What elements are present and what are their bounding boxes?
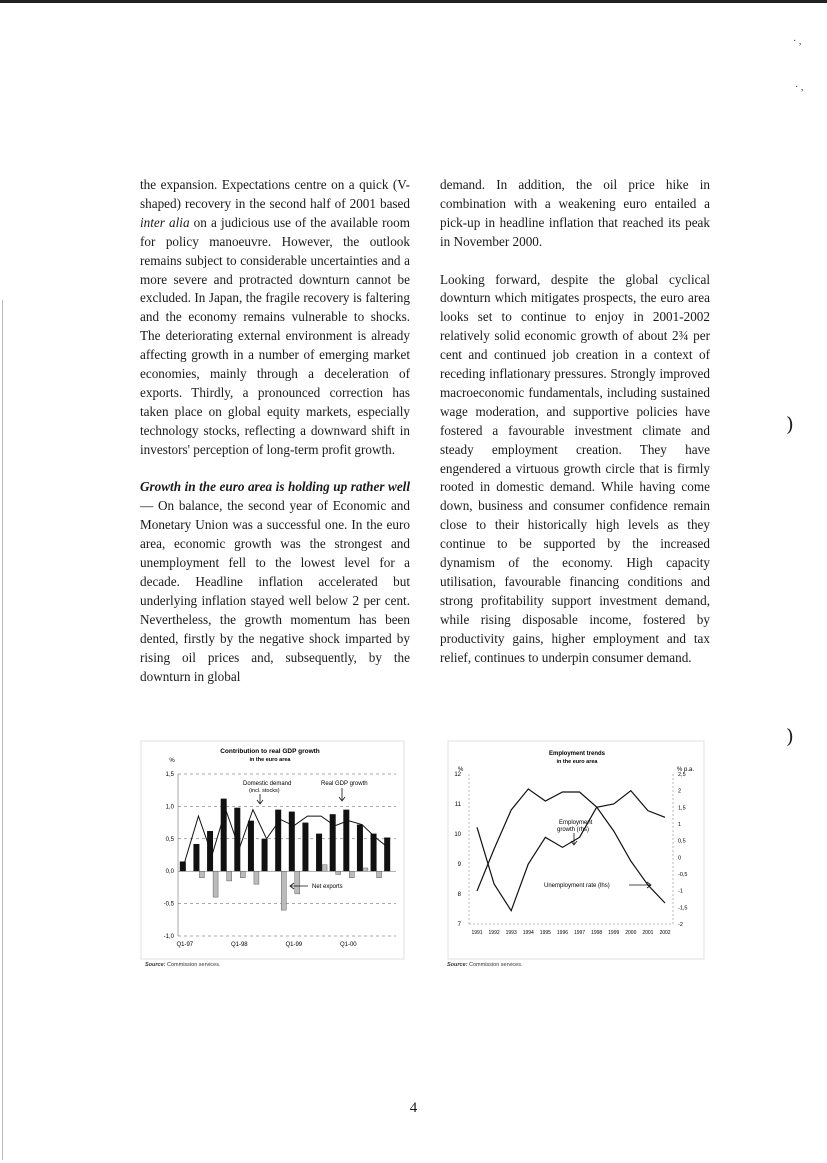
y-tick-right: 2,5 [678, 772, 686, 778]
bar-net-exports [281, 871, 286, 910]
x-tick-label: 1999 [608, 930, 620, 936]
page-number: 4 [409, 1100, 418, 1116]
bar-net-exports [349, 871, 354, 877]
y-tick-label: 0,5 [165, 836, 174, 843]
chart-subtitle: in the euro area [249, 757, 291, 763]
y-tick-left: 11 [454, 802, 461, 808]
gdp-chart-svg [140, 740, 405, 960]
bar-domestic-demand [357, 825, 363, 872]
y-tick-label: -0,5 [163, 901, 174, 908]
x-tick-label: Q1-98 [230, 942, 248, 948]
arrow-icon [339, 788, 345, 801]
y-tick-left: 9 [457, 862, 461, 868]
y-tick-left: 10 [454, 832, 461, 838]
bar-net-exports [213, 871, 218, 897]
bar-domestic-demand [234, 808, 240, 872]
bar-domestic-demand [207, 831, 213, 871]
punch-hole-mark: ) [786, 724, 794, 748]
line-employment-growth [477, 791, 665, 911]
y-unit-label: % [169, 758, 175, 764]
paragraph: Growth in the euro area is holding up rather well — On balance, the second year of Economic and Monetary Union was a successful one. In the euro area, economic growth was the strongest and unemployment fell to the lowest level for a decade. Headline inflation accelerated but underlying inflation stayed well below 2 per cent. Nevertheless, the growth momentum has been dented, firstly by the negative shock imparted by rising oil prices and, subsequently, by the downturn in global [140, 479, 410, 684]
section-heading: Growth in the euro area is holding up rather well [140, 479, 410, 495]
y-tick-right: -0,5 [678, 872, 688, 878]
scan-edge-line [2, 300, 3, 1160]
x-tick-label: 1998 [591, 930, 603, 936]
x-tick-label: 1992 [488, 930, 500, 936]
x-tick-label: 2001 [642, 930, 654, 936]
bar-domestic-demand [371, 834, 377, 872]
arrow-icon [257, 794, 263, 804]
gdp-contribution-chart [140, 740, 405, 960]
bar-net-exports [199, 871, 204, 877]
chart-source: Source: Commission services. [145, 962, 221, 968]
bar-domestic-demand [180, 861, 186, 871]
y-tick-right: 0 [678, 855, 682, 862]
label-domestic-demand: Domestic demand [243, 781, 292, 787]
label-employment: Employment [559, 820, 593, 826]
bar-net-exports [240, 871, 245, 877]
y-tick-left: 7 [457, 922, 461, 928]
x-tick-label: Q1-99 [285, 942, 303, 948]
paragraph: the expansion. Expectations centre on a quick (V-shaped) recovery in the second half of 2001 based inter alia on a judicious use of the available room for policy manoeuvre. However, the outlook remains subject to considerable uncertainties and a more severe and protracted downturn cannot be excluded. In Japan, the fragile recovery is faltering and the economy remains vulnerable to shocks. The deteriorating external environment is already affecting growth in a number of emerging market economies, mainly through a deceleration of exports. Thirdly, a pronounced correction has taken place on global equity markets, especially technology stocks, reflecting a downward shift in investors' perception of long-term profit growth. [140, 177, 410, 457]
x-tick-label: 2000 [625, 930, 637, 936]
x-tick-label: 1991 [471, 930, 483, 936]
y-tick-label: 0,0 [165, 869, 174, 876]
bar-domestic-demand [316, 834, 322, 872]
bar-net-exports [254, 871, 259, 884]
y-unit-right: % p.a. [677, 767, 695, 773]
y-tick-right: -2 [678, 922, 683, 928]
label-real-gdp-growth: Real GDP growth [321, 781, 368, 787]
bar-net-exports [336, 871, 341, 874]
y-tick-label: 1,5 [165, 772, 174, 778]
y-tick-right: 1,5 [678, 805, 686, 812]
x-tick-label: 1996 [556, 930, 569, 936]
bar-net-exports [295, 871, 300, 894]
bar-net-exports [377, 871, 382, 877]
bar-domestic-demand [384, 838, 390, 872]
chart-source: Source: Commission services. [447, 962, 523, 968]
label-net-exports: Net exports [312, 884, 343, 890]
bar-domestic-demand [262, 839, 268, 871]
label-employment-sub: growth (rhs) [557, 827, 590, 833]
top-scan-line [0, 0, 827, 3]
y-tick-right: -1 [678, 888, 683, 895]
paragraph: Looking forward, despite the global cyclical downturn which mitigates prospects, the euro area looks set to continue to enjoy in 2001-2002 relatively solid economic growth of about 2¾ per cent and continued job creation in a context of receding inflationary pressures. Strongly improved macroeconomic fundamentals, including sustained wage moderation, and supportive policies have fostered a favourable investment climate and steady employment creation. They have engendered a virtuous growth circle that is firmly rooted in domestic demand. While having come down, business and consumer confidence remain close to their historically high levels as they continue to be supported by the increased dynamism of the economy. High capacity utilisation, favourable financing conditions and strong profitability support investment demand, while rising disposable income, fostered by productivity gains, higher employment and tax relief, continues to underpin consumer demand. [440, 271, 710, 665]
left-column [140, 176, 410, 705]
x-tick-label: 1993 [505, 930, 517, 936]
bar-domestic-demand [193, 844, 199, 871]
bar-net-exports [227, 871, 232, 881]
x-tick-label: 1995 [539, 930, 551, 936]
y-tick-label: 1,0 [165, 804, 174, 811]
scan-speck: · , [795, 82, 804, 93]
x-tick-label: Q1-00 [339, 942, 357, 948]
y-tick-left: 12 [454, 772, 461, 778]
y-tick-right: 2 [678, 788, 682, 795]
arrow-icon [629, 882, 651, 888]
right-column [440, 176, 710, 686]
label-unemployment: Unemployment rate (lhs) [544, 883, 610, 889]
bar-domestic-demand [343, 810, 349, 872]
y-tick-right: -1,5 [678, 905, 688, 912]
bar-domestic-demand [302, 823, 308, 872]
employment-trends-chart [447, 740, 705, 960]
x-tick-label: 2002 [659, 930, 671, 936]
y-unit-left: % [458, 767, 464, 773]
employment-chart-svg [447, 740, 705, 960]
bar-domestic-demand [248, 821, 254, 872]
chart-subtitle: in the euro area [556, 759, 598, 765]
y-tick-left: 8 [457, 892, 461, 898]
bar-net-exports [363, 868, 368, 871]
punch-hole-mark: ) [786, 412, 794, 436]
x-tick-label: 1997 [573, 930, 586, 936]
bar-domestic-demand [289, 812, 295, 872]
y-tick-right: 0,5 [678, 838, 686, 845]
x-tick-label: 1994 [522, 930, 534, 936]
y-tick-label: -1,0 [163, 934, 174, 940]
label-domestic-demand-sub: (incl. stocks) [249, 788, 280, 794]
x-tick-label: Q1-97 [176, 942, 194, 948]
chart-title: Employment trends [548, 751, 606, 757]
bar-net-exports [322, 865, 327, 871]
scan-speck: · , [793, 36, 802, 47]
chart-title: Contribution to real GDP growth [220, 748, 320, 755]
paragraph: demand. In addition, the oil price hike in combination with a weakening euro entailed a pick-up in headline inflation that reached its peak in November 2000. [440, 177, 710, 249]
y-tick-right: 1 [678, 822, 682, 828]
